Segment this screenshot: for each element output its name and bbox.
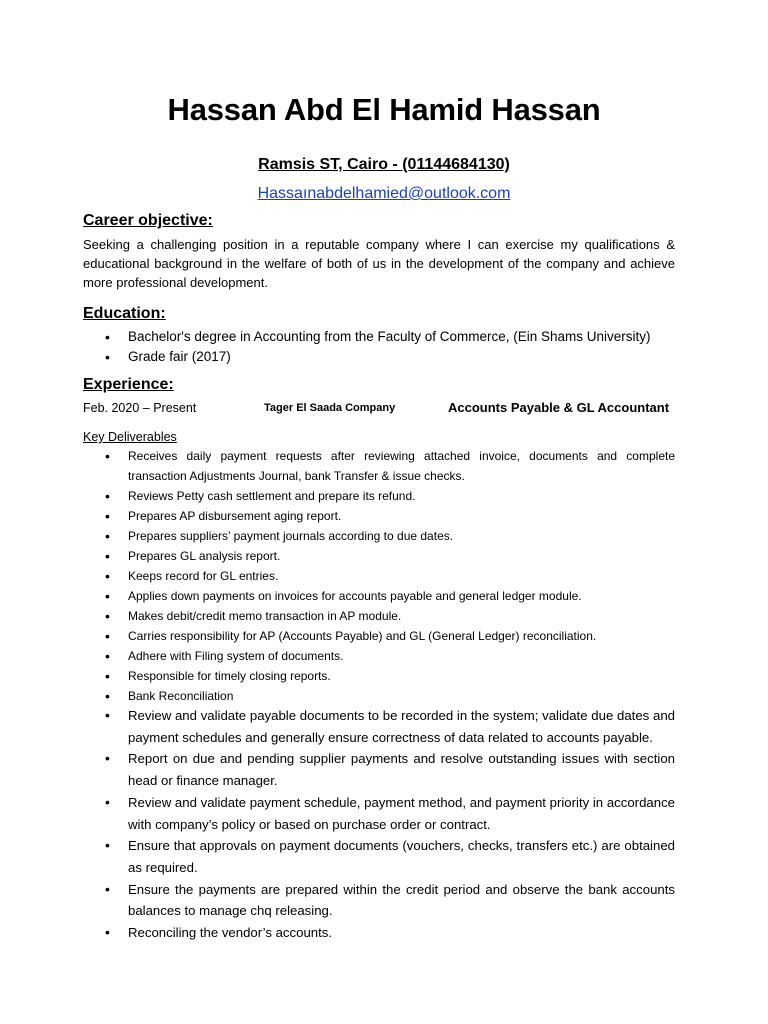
key-deliverables-heading: Key Deliverables	[83, 430, 177, 444]
education-item: • Bachelor's degree in Accounting from the Faculty of Commerce, (Ein Shams University)	[83, 327, 675, 347]
candidate-name: Hassan Abd El Hamid Hassan	[167, 92, 601, 127]
deliverable-item: • Adhere with Filing system of documents.	[83, 646, 675, 666]
deliverable-item: • Prepares suppliers’ payment journals according to due dates.	[83, 526, 675, 546]
deliverable-item: • Keeps record for GL entries.	[83, 566, 675, 586]
deliverable-item: • Report on due and pending supplier payments and resolve outstanding issues with section head or finance manager.	[83, 748, 675, 791]
experience-entry	[83, 400, 675, 418]
contact-address: Ramsis ST, Cairo - (01144684130)	[258, 156, 510, 173]
deliverables-list	[83, 446, 675, 706]
deliverable-item: • Ensure the payments are prepared within the credit period and observe the bank accounts balances to manage chq releasing.	[83, 879, 675, 922]
experience-date: Feb. 2020 – Present	[83, 401, 197, 415]
deliverable-item: • Ensure that approvals on payment documents (vouchers, checks, transfers etc.) are obtained as required.	[83, 835, 675, 878]
deliverable-item: • Responsible for timely closing reports.	[83, 666, 675, 686]
career-objective-heading: Career objective:	[83, 212, 213, 229]
deliverable-item: • Receives daily payment requests after reviewing attached invoice, documents and complete transaction Adjustments Journal, bank Transfer & issue checks.	[83, 446, 675, 486]
deliverable-item: • Prepares GL analysis report.	[83, 546, 675, 566]
email-link[interactable]: Hassaınabdelhamied@outlook.com	[257, 185, 511, 202]
deliverable-item: • Prepares AP disbursement aging report.	[83, 506, 675, 526]
deliverable-item: • Review and validate payment schedule, payment method, and payment priority in accordance with company’s policy or based on purchase order or contract.	[83, 792, 675, 835]
deliverable-item: • Bank Reconciliation	[83, 686, 675, 706]
deliverable-item: • Makes debit/credit memo transaction in AP module.	[83, 606, 675, 626]
deliverable-item: • Carries responsibility for AP (Accounts Payable) and GL (General Ledger) reconciliation.	[83, 626, 675, 646]
education-list	[83, 327, 675, 367]
education-heading: Education:	[83, 305, 166, 322]
deliverable-item: • Reviews Petty cash settlement and prepare its refund.	[83, 486, 675, 506]
deliverable-item: • Applies down payments on invoices for accounts payable and general ledger module.	[83, 586, 675, 606]
deliverables-list-continued	[83, 705, 675, 944]
experience-company: Tager El Saada Company	[264, 402, 396, 414]
education-item: • Grade fair (2017)	[83, 347, 675, 367]
career-objective-text: Seeking a challenging position in a reputable company where I can exercise my qualifications & educational background in the welfare of both of us in the development of the company and achieve more professional development.	[83, 237, 675, 290]
experience-heading: Experience:	[83, 376, 174, 393]
deliverable-item: • Review and validate payable documents to be recorded in the system; validate due dates and payment schedules and generally ensure correctness of data related to accounts payable.	[83, 705, 675, 748]
deliverable-item: • Reconciling the vendor’s accounts.	[83, 922, 675, 944]
experience-title: Accounts Payable & GL Accountant	[448, 400, 670, 415]
